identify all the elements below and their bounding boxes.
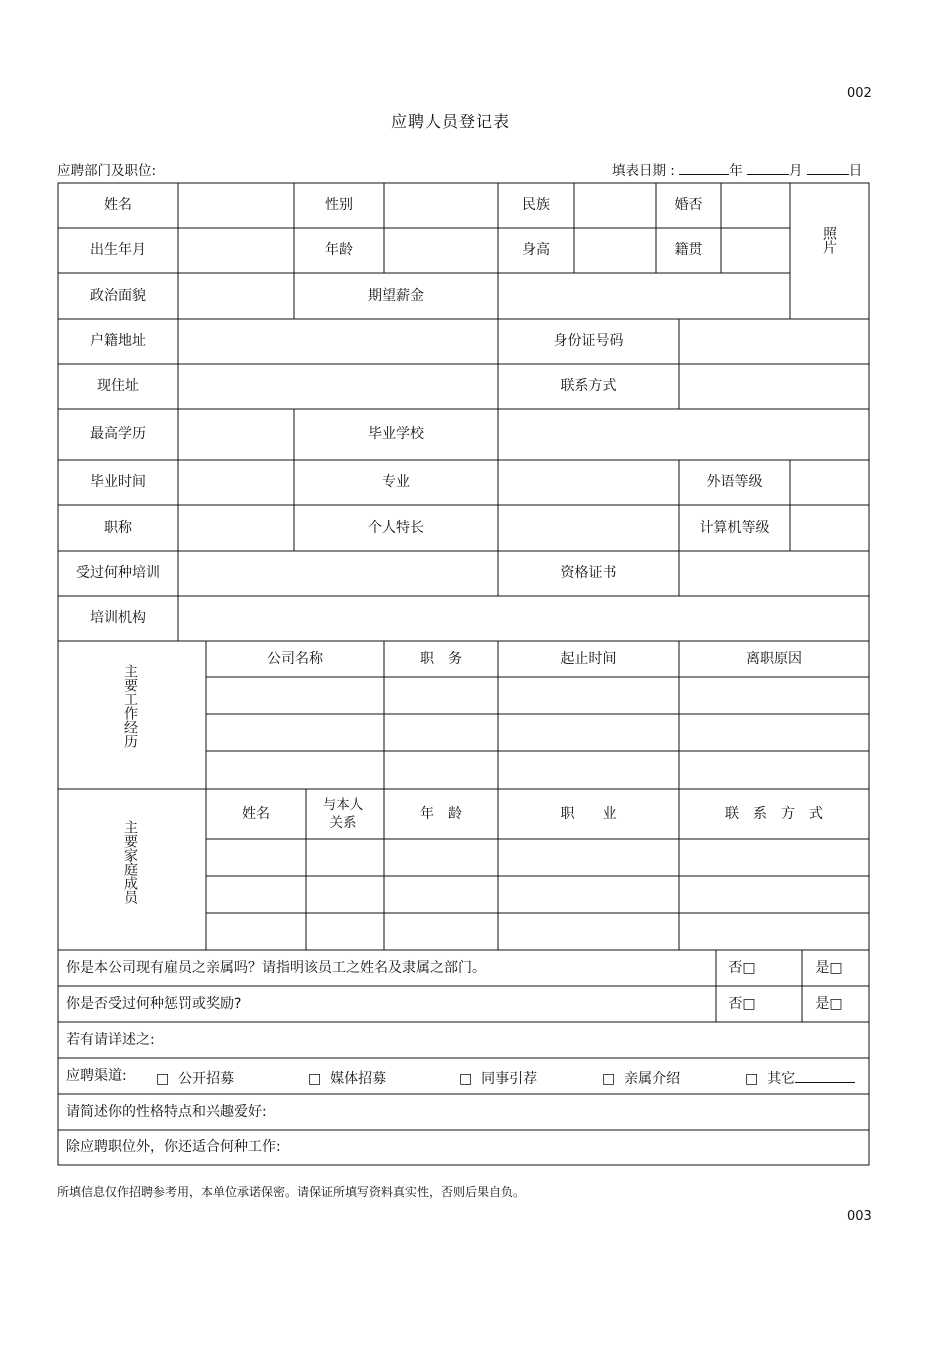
age-label: 年龄 <box>325 242 353 259</box>
channel-option-label: 同事引荐 <box>481 1071 538 1087</box>
major-input[interactable] <box>498 460 679 505</box>
details-label: 若有请详述之: <box>66 1031 155 1048</box>
grad-time-label: 毕业时间 <box>90 474 146 491</box>
birth-input[interactable] <box>178 228 294 273</box>
height-input[interactable] <box>574 228 656 273</box>
month-label: 月 <box>788 163 803 179</box>
family-header-name: 姓名 <box>242 805 270 822</box>
contact-input[interactable] <box>679 364 869 409</box>
relative-question: 你是本公司现有雇员之亲属吗？请指明该员工之姓名及隶属之部门。 <box>66 959 486 976</box>
school-label: 毕业学校 <box>368 426 424 443</box>
channel-option-media[interactable] <box>308 1068 386 1088</box>
current-address-label: 现住址 <box>97 378 139 395</box>
contact-label: 联系方式 <box>560 378 617 395</box>
id-number-label: 身份证号码 <box>553 333 624 350</box>
work-header-company: 公司名称 <box>267 650 323 667</box>
certificate-label: 资格证书 <box>560 565 617 582</box>
computer-level-label: 计算机等级 <box>699 519 770 536</box>
certificate-input[interactable] <box>679 551 869 596</box>
dept-position-label: 应聘部门及职位: <box>57 163 157 179</box>
education-label: 最高学历 <box>90 426 146 443</box>
relative-no-checkbox[interactable]: 否□ <box>728 959 756 976</box>
punishment-yes-checkbox[interactable]: 是□ <box>815 995 843 1012</box>
salary-input[interactable] <box>498 273 790 319</box>
channel-label: 应聘渠道: <box>66 1067 127 1084</box>
specialty-label: 个人特长 <box>368 519 424 536</box>
height-label: 身高 <box>522 242 550 259</box>
foreign-lang-input[interactable] <box>790 460 869 505</box>
family-header-contact: 联 系 方 式 <box>725 805 823 822</box>
date-label: 填表日期 : <box>612 163 675 179</box>
family-header-occupation: 职 业 <box>560 805 617 822</box>
title-input[interactable] <box>178 505 294 551</box>
training-org-input[interactable] <box>178 596 869 641</box>
family-label: 主要家庭成员 <box>122 820 138 904</box>
page-number-bottom: 003 <box>847 1209 872 1224</box>
family-header-relation: 与本人关系 <box>322 796 364 831</box>
marital-input[interactable] <box>721 183 790 228</box>
training-input[interactable] <box>178 551 498 596</box>
checkbox-icon[interactable]: □ <box>308 1071 322 1087</box>
work-history-label: 主要工作经历 <box>122 664 138 748</box>
channel-option-label: 公开招募 <box>178 1071 235 1087</box>
marital-label: 婚否 <box>674 197 703 214</box>
political-input[interactable] <box>178 273 294 319</box>
other-jobs-label: 除应聘职位外，你还适合何种工作: <box>66 1139 281 1156</box>
channel-option-public[interactable] <box>156 1068 234 1088</box>
foreign-lang-label: 外语等级 <box>706 474 763 491</box>
training-label: 受过何种培训 <box>76 565 160 582</box>
photo-label[interactable]: 照片 <box>821 226 837 254</box>
channel-option-label: 其它 <box>767 1071 796 1087</box>
id-number-input[interactable] <box>679 319 869 364</box>
computer-level-input[interactable] <box>790 505 869 551</box>
specialty-input[interactable] <box>498 505 679 551</box>
training-org-label: 培训机构 <box>90 610 146 627</box>
education-input[interactable] <box>178 409 294 460</box>
channel-option-label: 媒体招募 <box>330 1071 387 1087</box>
hukou-address-input[interactable] <box>178 319 498 364</box>
personality-label: 请简述你的性格特点和兴趣爱好: <box>66 1103 267 1120</box>
punishment-question: 你是否受过何种惩罚或奖励? <box>66 995 242 1012</box>
family-row[interactable] <box>206 839 869 876</box>
ethnicity-input[interactable] <box>574 183 656 228</box>
school-input[interactable] <box>498 409 869 460</box>
channel-option-other[interactable] <box>745 1068 855 1088</box>
year-label: 年 <box>729 163 743 179</box>
page-number-top: 002 <box>847 86 872 101</box>
channel-option-label: 亲属介绍 <box>624 1071 681 1087</box>
footer-note: 所填信息仅作招聘参考用，本单位承诺保密。请保证所填写资料真实性，否则后果自负。 <box>57 1185 526 1199</box>
name-input[interactable] <box>178 183 294 228</box>
ethnicity-label: 民族 <box>522 197 550 214</box>
channel-option-relative[interactable] <box>602 1068 680 1088</box>
work-header-position: 职 务 <box>420 650 462 667</box>
native-place-label: 籍贯 <box>674 242 703 259</box>
gender-input[interactable] <box>384 183 498 228</box>
relative-yes-checkbox[interactable]: 是□ <box>815 959 843 976</box>
birth-label: 出生年月 <box>90 242 146 259</box>
major-label: 专业 <box>382 474 410 491</box>
work-row[interactable] <box>206 751 869 789</box>
family-header-age: 年 龄 <box>420 805 462 822</box>
family-row[interactable] <box>206 876 869 913</box>
family-row[interactable] <box>206 913 869 950</box>
name-label: 姓名 <box>104 197 132 214</box>
checkbox-icon[interactable]: □ <box>156 1071 170 1087</box>
work-header-reason: 离职原因 <box>746 650 802 667</box>
hukou-address-label: 户籍地址 <box>90 333 146 350</box>
day-label: 日 <box>848 163 863 179</box>
work-header-period: 起止时间 <box>560 650 617 667</box>
salary-label: 期望薪金 <box>368 287 424 304</box>
gender-label: 性别 <box>325 197 353 214</box>
form-title: 应聘人员登记表 <box>391 112 511 131</box>
work-row[interactable] <box>206 677 869 714</box>
checkbox-icon[interactable]: □ <box>602 1071 616 1087</box>
age-input[interactable] <box>384 228 498 273</box>
checkbox-icon[interactable]: □ <box>745 1071 759 1087</box>
grad-time-input[interactable] <box>178 460 294 505</box>
current-address-input[interactable] <box>178 364 498 409</box>
native-place-input[interactable] <box>721 228 790 273</box>
title-label: 职称 <box>104 519 132 536</box>
checkbox-icon[interactable]: □ <box>459 1071 473 1087</box>
other-blank[interactable] <box>795 1068 855 1083</box>
work-row[interactable] <box>206 714 869 751</box>
channel-option-referral[interactable] <box>459 1068 537 1088</box>
political-label: 政治面貌 <box>90 287 146 304</box>
punishment-no-checkbox[interactable]: 否□ <box>728 995 756 1012</box>
